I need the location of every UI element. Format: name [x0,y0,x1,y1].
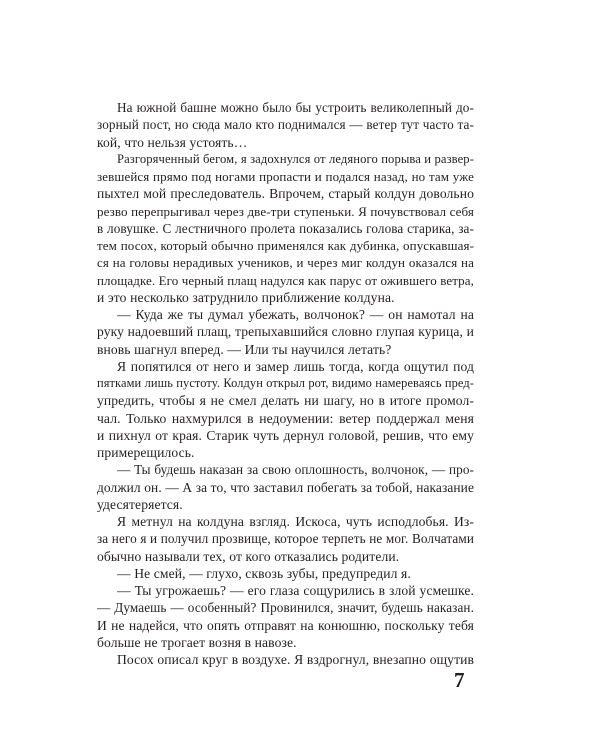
text-line [97,323,474,340]
text-line-content: за него я и получил прозвище, которое терпеть не мог. Волчатами [97,531,474,547]
text-line-content: пыхтел мой преследователь. Впрочем, старый колдун довольно [97,186,474,202]
text-line-content: резво перепрыгивал через две-три ступеньки. Я почувствовал себя [97,203,474,219]
text-line [97,220,474,237]
text-line [97,599,474,616]
text-line-content: зорный пост, но сюда мало кто поднимался — ветер тут часто та- [97,117,474,133]
text-line [97,375,474,392]
text-line [97,237,474,254]
text-line-content: примерещилось. [97,445,195,460]
text-line-content: — Куда же ты думал убежать, волчонок? — он намотал на [117,307,474,322]
text-line [97,634,474,651]
text-line [97,565,474,582]
text-line-content: На южной башне можно было бы устроить великолепный до- [117,100,474,115]
text-line-content: Я метнул на колдуна взгляд. Искоса, чуть исподлобья. Из- [117,514,474,529]
text-line [97,427,474,444]
text-line [97,461,474,478]
text-line-content: и пихнул от края. Старик чуть дернул головой, решив, что ему [97,427,474,443]
text-line-content: — Ты угрожаешь? — его глаза сощурились в злой усмешке. [117,583,474,598]
text-line [97,272,474,289]
text-line [97,496,474,513]
text-line [97,444,474,461]
text-line [97,341,474,358]
text-line-content: Разгоряченный бегом, я задохнулся от ледяного порыва и развер- [117,151,474,166]
text-line [97,99,474,116]
text-line [97,289,474,306]
text-line [97,134,474,151]
text-line-content: зевшейся прямо под ногами пропасти и подался назад, но там уже [97,169,474,184]
text-line-content: Я попятился от него и замер лишь тогда, когда ощутил под [117,358,474,374]
text-line-content: должил он. — А за то, что заставил побегать за тобой, наказание [97,479,474,495]
text-line-content: удесятеряется. [97,496,183,512]
text-line-content: ся на головы нерадивых учеников, и через миг колдун оказался на [97,255,474,271]
text-line [97,358,474,375]
body-text [97,99,474,668]
text-line-content: — Думаешь — особенный? Провинился, значит, будешь наказан. [97,600,474,616]
text-line [97,151,474,168]
text-line [97,410,474,427]
text-line-content: И не надейся, что опять отправят на конюшню, поскольку тебя [97,617,474,633]
text-line [97,116,474,133]
text-line-content: Посох описал круг в воздухе. Я вздрогнул, внезапно ощутив [117,652,474,667]
text-line-content: чал. Только нахмурился в недоумении: ветер поддержал меня [97,410,474,426]
text-line-content: тем посох, который обычно применялся как дубинка, опускавшая- [97,238,474,253]
text-line [97,203,474,220]
text-line-content: кой, что нельзя устоять… [97,134,248,150]
text-line-content: вновь шагнул вперед. — Или ты научился летать? [97,341,392,357]
text-line [97,392,474,409]
text-line-content: и это несколько затруднило приближение колдуна. [97,289,395,305]
text-line-content: — Не смей, — глухо, сквозь зубы, предупредил я. [117,565,411,581]
page-number: 7 [454,668,465,692]
text-line [97,582,474,599]
text-line [97,530,474,547]
text-line-content: руку надоевший плащ, трепыхавшийся словно глупая курица, и [97,324,474,340]
text-line [97,185,474,202]
text-line [97,254,474,271]
text-line-content: больше не трогает возня в навозе. [97,634,297,650]
text-line-content: площадке. Его черный плащ надулся как парус от ожившего ветра, [97,272,474,288]
text-line-content: упредить, чтобы я не смел делать ни шагу, но в итоге промол- [97,393,474,409]
text-line [97,548,474,565]
text-line-content: в ловушке. С лестничного пролета показались голова старика, за- [97,220,474,236]
text-line-content: — Ты будешь наказан за свою оплошность, волчонок, — про- [117,462,474,478]
text-line-content: обычно называли тех, от кого отказались родители. [97,548,400,564]
text-line [97,617,474,634]
text-line [97,168,474,185]
text-line [97,651,474,668]
text-line [97,479,474,496]
text-line [97,513,474,530]
text-line-content: пятками лишь пустоту. Колдун открыл рот, видимо намереваясь пред- [97,376,474,390]
text-line [97,306,474,323]
